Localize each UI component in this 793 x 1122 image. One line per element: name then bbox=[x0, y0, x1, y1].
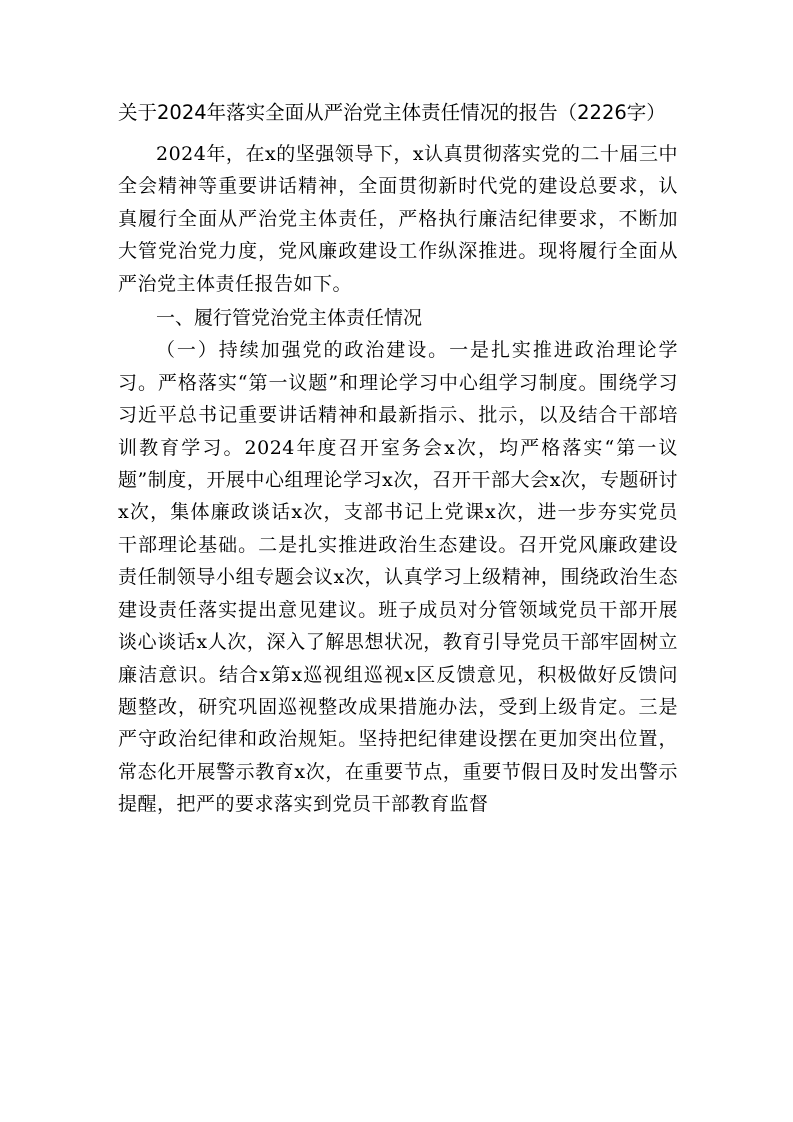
document-title: 关于2024年落实全面从严治党主体责任情况的报告（2226字） bbox=[118, 101, 666, 124]
document-page bbox=[118, 96, 678, 821]
section-heading: 一、履行管党治党主体责任情况 bbox=[156, 307, 423, 330]
section-paragraph: （一）持续加强党的政治建设。一是扎实推进政治理论学习。严格落实“第一议题”和理论学习中心组学习制度。围绕学习习近平总书记重要讲话精神和最新指示、批示，以及结合干部培训教育学习。2024年度召开室务会x次，均严格落实“第一议题”制度，开展中心组理论学习x次，召开干部大会x次，专题研讨x次，集体廉政谈话x次，支部书记上党课x次，进一步夯实党员干部理论基础。二是扎实推进政治生态建设。召开党风廉政建设责任制领导小组专题会议x次，认真学习上级精神，围绕政治生态建设责任落实提出意见建议。班子成员对分管领域党员干部开展谈心谈话x人次，深入了解思想状况，教育引导党员干部牢固树立廉洁意识。结合x第x巡视组巡视x区反馈意见，积极做好反馈问题整改，研究巩固巡视整改成果措施办法，受到上级肯定。三是严守政治纪律和政治规矩。坚持把纪律建设摆在更加突出位置，常态化开展警示教育x次，在重要节点，重要节假日及时发出警示提醒，把严的要求落实到党员干部教育监督 bbox=[118, 339, 678, 816]
intro-paragraph: 2024年，在x的坚强领导下，x认真贯彻落实党的二十届三中全会精神等重要讲话精神，全面贯彻新时代党的建设总要求，认真履行全面从严治党主体责任，严格执行廉洁纪律要求，不断加大管党治党力度，党风廉政建设工作纵深推进。现将履行全面从严治党主体责任报告如下。 bbox=[118, 143, 678, 295]
